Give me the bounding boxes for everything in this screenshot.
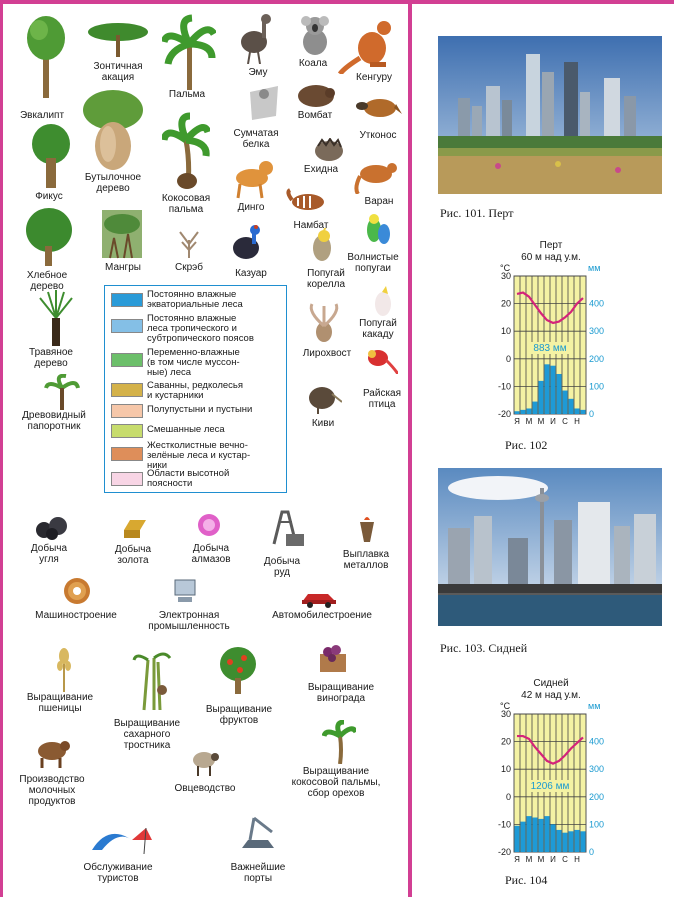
temp-tick-label: 10	[500, 764, 511, 775]
legend-swatch	[111, 353, 143, 367]
annual-precip-label: 1206 мм	[530, 781, 570, 792]
kangaroo-icon	[338, 18, 402, 74]
month-label: М	[537, 855, 545, 864]
legend-swatch	[111, 383, 143, 397]
legend-text: Постоянно влажные леса тропического и субтропического поясов	[147, 313, 254, 344]
precip-bar	[569, 399, 574, 414]
platypus-icon	[356, 92, 402, 122]
legend-swatch	[111, 472, 143, 486]
precip-bar	[539, 819, 544, 852]
precip-bar	[515, 826, 520, 852]
precip-bar	[533, 818, 538, 853]
precip-tick-label: 100	[589, 819, 605, 830]
figure-104-caption: Рис. 104	[505, 873, 548, 887]
temp-tick-label: 10	[500, 326, 511, 337]
page-frame-top	[0, 0, 674, 4]
scrub-label: Скрэб	[175, 262, 203, 273]
palm-label: Пальма	[168, 89, 206, 100]
annual-precip-label: 883 мм	[533, 343, 567, 354]
precip-bar	[563, 391, 568, 414]
cockatiel-icon	[304, 228, 340, 264]
cockatoo-icon	[372, 286, 394, 318]
numbat-icon	[286, 188, 332, 216]
page-frame-left	[0, 0, 3, 897]
bottle-tree-label: Бутылочное дерево	[84, 172, 142, 194]
sugarcane-label: Выращивание сахарного тростника	[113, 718, 181, 751]
emu-icon	[240, 12, 274, 64]
temp-tick-label: 0	[505, 353, 511, 364]
glider-label: Сумчатая белка	[233, 128, 279, 150]
precip-bar	[551, 366, 556, 414]
temp-tick-label: -10	[497, 819, 511, 830]
perth-photo	[438, 36, 662, 194]
eucalyptus-icon	[24, 10, 68, 100]
precip-bar	[557, 374, 562, 414]
climate-city: Сидней	[533, 678, 569, 689]
legend-swatch	[111, 319, 143, 333]
diamonds-label: Добыча алмазов	[191, 543, 231, 565]
mangrove-label: Мангры	[105, 262, 141, 273]
emu-label: Эму	[248, 67, 268, 78]
precip-tick-label: 400	[589, 736, 605, 747]
coconuts-label: Выращивание кокосовой пальмы, сбор орехов	[291, 766, 381, 799]
precip-bar	[545, 364, 550, 414]
climate-elevation: 60 м над у.м.	[521, 252, 581, 263]
precip-tick-label: 200	[589, 353, 605, 364]
wombat-label: Вомбат	[297, 110, 333, 121]
climate-city: Перт	[539, 240, 563, 251]
wombat-icon	[296, 82, 336, 108]
month-label: И	[550, 855, 556, 864]
coconut-palm-label: Кокосовая пальма	[161, 193, 211, 215]
month-label: Н	[574, 417, 580, 426]
sydney-climatogram	[486, 676, 616, 866]
month-label: М	[525, 855, 533, 864]
acacia-icon	[86, 20, 150, 58]
smelting-icon	[356, 516, 378, 544]
legend-text: Переменно-влажные (в том числе муссон- ные) леса	[147, 347, 240, 378]
monitor-label: Варан	[364, 196, 394, 207]
bottle-tree-icon	[80, 88, 146, 170]
precip-bar	[521, 410, 526, 414]
port-icon	[238, 812, 278, 852]
grasstree-icon	[36, 288, 76, 346]
car-icon	[300, 590, 338, 608]
precip-unit: мм	[588, 701, 601, 711]
precip-bar	[521, 822, 526, 852]
grapes-label: Выращивание винограда	[307, 682, 375, 704]
diamond-icon	[196, 512, 222, 538]
month-label: Я	[514, 855, 520, 864]
precip-tick-label: 300	[589, 326, 605, 337]
month-label: С	[562, 417, 568, 426]
temp-tick-label: 30	[500, 271, 511, 281]
machinery-gear-icon	[62, 576, 92, 606]
legend-text: Жестколистные вечно- зелёные леса и кустар- ники	[147, 440, 251, 471]
perth-climatogram	[486, 238, 616, 428]
temp-tick-label: -20	[497, 409, 511, 419]
temp-unit: °С	[500, 701, 511, 711]
precip-bar	[557, 830, 562, 852]
gold-label: Добыча золота	[114, 544, 152, 566]
perth-skyline-image	[438, 36, 662, 194]
computer-icon	[172, 578, 198, 604]
tourism-icon	[88, 820, 156, 860]
sydney-skyline-image	[438, 468, 662, 626]
glider-icon	[246, 82, 282, 122]
sydney-photo	[438, 468, 662, 626]
palm-icon	[162, 14, 216, 90]
budgie-label: Волнистые попугаи	[347, 252, 399, 274]
temp-tick-label: 30	[500, 709, 511, 719]
fruit-tree-icon	[218, 646, 258, 694]
month-label: М	[537, 417, 545, 426]
cassowary-label: Казуар	[235, 268, 267, 279]
tree-fern-label: Древовидный папоротник	[22, 410, 86, 432]
gold-icon	[120, 514, 150, 540]
precip-bar	[581, 831, 586, 852]
coal-icon	[34, 514, 70, 540]
precip-tick-label: 0	[589, 847, 595, 857]
coconut-farm-icon	[322, 720, 356, 764]
wheat-label: Выращивание пшеницы	[26, 692, 94, 714]
month-label: Н	[574, 855, 580, 864]
fruit-label: Выращивание фруктов	[205, 704, 273, 726]
vegetation-legend	[104, 285, 287, 493]
tree-fern-icon	[44, 374, 80, 410]
coconut-icon	[176, 172, 198, 190]
precip-bar	[575, 830, 580, 852]
temp-tick-label: -20	[497, 847, 511, 857]
monitor-lizard-icon	[354, 154, 398, 194]
month-label: М	[525, 417, 533, 426]
precip-bar	[527, 408, 532, 414]
cockatoo-label: Попугай какаду	[359, 318, 397, 340]
legend-text: Области высотной поясности	[147, 468, 230, 489]
eucalyptus-label: Эвкалипт	[19, 110, 65, 121]
sheep-icon	[190, 748, 220, 776]
precip-tick-label: 300	[589, 764, 605, 775]
precip-bar	[575, 408, 580, 414]
figure-101-caption: Рис. 101. Перт	[440, 206, 514, 220]
precip-bar	[569, 831, 574, 852]
sugarcane-icon	[130, 650, 172, 712]
figure-102-caption: Рис. 102	[505, 438, 548, 452]
sheep-label: Овцеводство	[174, 783, 236, 794]
koala-label: Коала	[298, 58, 328, 69]
precip-bar	[551, 824, 556, 852]
month-label: С	[562, 855, 568, 864]
lyrebird-icon	[306, 302, 342, 346]
scrub-icon	[174, 224, 204, 260]
breadfruit-label: Хлебное дерево	[26, 270, 68, 292]
precip-tick-label: 200	[589, 791, 605, 802]
precip-bar	[533, 402, 538, 414]
auto-label: Автомобилестроение	[272, 610, 372, 621]
lyrebird-label: Лирохвост	[302, 348, 352, 359]
precip-tick-label: 0	[589, 409, 595, 419]
bird-of-paradise-icon	[364, 344, 398, 374]
legend-text: Саванны, редколесья и кустарники	[147, 380, 243, 401]
breadfruit-icon	[24, 206, 74, 266]
precip-bar	[545, 816, 550, 852]
bird-of-paradise-label: Райская птица	[362, 388, 402, 410]
temp-unit: °С	[500, 263, 511, 273]
ficus-icon	[30, 122, 72, 188]
ficus-label: Фикус	[35, 191, 63, 202]
ore-mining-icon	[266, 508, 306, 548]
legend-text: Полупустыни и пустыни	[147, 404, 253, 415]
month-label: И	[550, 417, 556, 426]
mangrove-icon	[100, 208, 144, 260]
climate-elevation: 42 м над у.м.	[521, 690, 581, 701]
dairy-cow-icon	[34, 738, 70, 768]
precip-bar	[581, 410, 586, 414]
tourism-label: Обслуживание туристов	[83, 862, 153, 884]
legend-swatch	[111, 424, 143, 438]
dingo-label: Динго	[237, 202, 265, 213]
precip-unit: мм	[588, 263, 601, 273]
legend-swatch	[111, 404, 143, 418]
kangaroo-label: Кенгуру	[356, 72, 392, 83]
legend-text: Смешанные леса	[147, 424, 225, 435]
temp-tick-label: 0	[505, 791, 511, 802]
acacia-label: Зонтичная акация	[93, 61, 143, 83]
precip-bar	[515, 411, 520, 414]
cockatiel-label: Попугай корелла	[306, 268, 346, 290]
cassowary-icon	[230, 224, 266, 264]
temp-tick-label: 20	[500, 736, 511, 747]
budgie-icon	[362, 212, 392, 252]
grapes-icon	[314, 644, 350, 676]
numbat-label: Намбат	[293, 220, 329, 231]
precip-tick-label: 100	[589, 381, 605, 392]
machinery-label: Машиностроение	[35, 610, 117, 621]
coal-label: Добыча угля	[30, 543, 68, 565]
electronics-label: Электронная промышленность	[148, 610, 230, 632]
koala-icon	[298, 14, 332, 56]
ports-label: Важнейшие порты	[230, 862, 286, 884]
metals-label: Выплавка металлов	[342, 549, 390, 571]
temp-tick-label: -10	[497, 381, 511, 392]
dingo-icon	[228, 156, 274, 200]
precip-bar	[563, 833, 568, 852]
legend-text: Постоянно влажные экваториальные леса	[147, 289, 243, 310]
dairy-label: Производство молочных продуктов	[19, 774, 85, 807]
precip-bar	[539, 381, 544, 414]
figure-103-caption: Рис. 103. Сидней	[440, 641, 528, 655]
ores-label: Добыча руд	[263, 556, 301, 578]
kiwi-label: Киви	[311, 418, 335, 429]
wheat-icon	[54, 648, 74, 692]
precip-tick-label: 400	[589, 298, 605, 309]
column-divider	[408, 0, 412, 897]
legend-swatch	[111, 447, 143, 461]
echidna-icon	[314, 138, 344, 162]
precip-bar	[527, 816, 532, 852]
legend-swatch	[111, 293, 143, 307]
echidna-label: Ехидна	[303, 164, 339, 175]
platypus-label: Утконос	[359, 130, 397, 141]
grasstree-label: Травяное дерево	[29, 347, 73, 369]
kiwi-icon	[306, 382, 342, 416]
month-label: Я	[514, 417, 520, 426]
temp-tick-label: 20	[500, 298, 511, 309]
